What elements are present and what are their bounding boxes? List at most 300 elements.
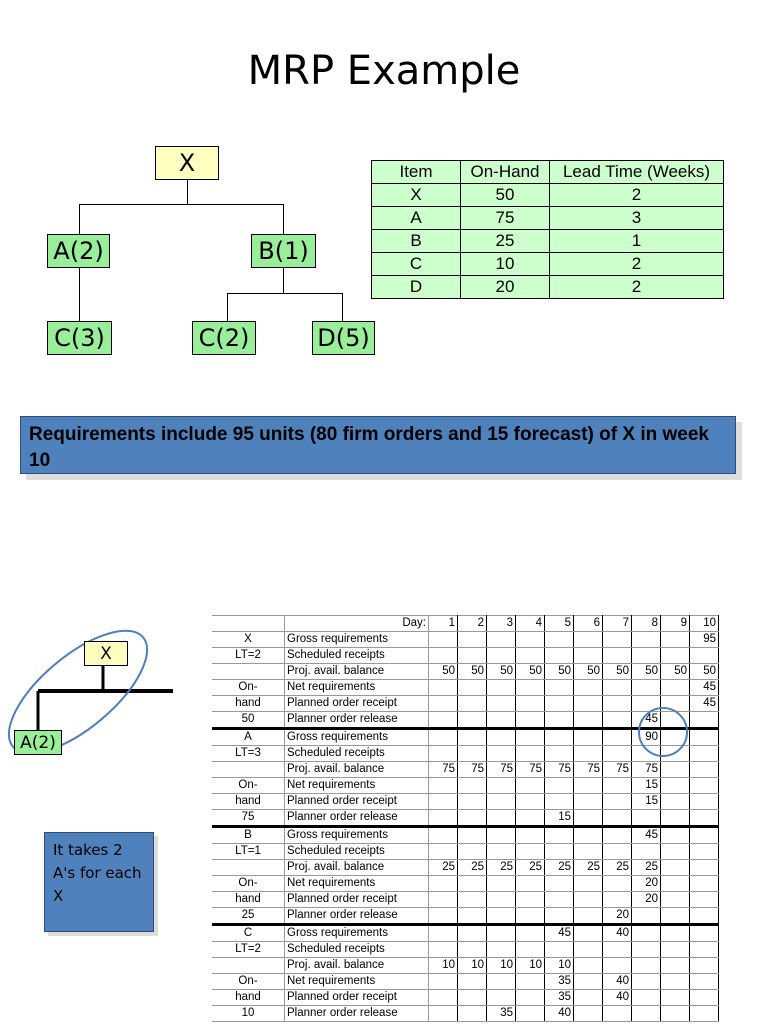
mrp-cell xyxy=(603,696,632,712)
mrp-cell xyxy=(516,746,545,762)
header-on-hand: On-Hand xyxy=(461,161,550,184)
mrp-cell xyxy=(632,844,661,860)
mrp-cell xyxy=(574,908,603,925)
mrp-day-header: 2 xyxy=(458,616,487,632)
mrp-day-header: 10 xyxy=(690,616,719,632)
mrp-cell: 40 xyxy=(603,974,632,990)
mrp-cell: 10 xyxy=(487,958,516,974)
mrp-cell: 75 xyxy=(458,762,487,778)
mrp-cell: 75 xyxy=(487,762,516,778)
mrp-cell xyxy=(574,844,603,860)
mrp-cell xyxy=(487,794,516,810)
mrp-cell xyxy=(574,648,603,664)
mrp-cell: 75 xyxy=(516,762,545,778)
mrp-cell xyxy=(574,712,603,729)
mrp-cell xyxy=(574,1006,603,1022)
mrp-cell xyxy=(458,908,487,925)
mrp-cell xyxy=(603,712,632,729)
mrp-cell xyxy=(516,1006,545,1022)
mrp-row-label: Gross requirements xyxy=(285,827,429,844)
mrp-cell xyxy=(603,810,632,827)
mrp-day-header: 9 xyxy=(661,616,690,632)
mrp-item-info: 25 xyxy=(212,908,285,925)
mrp-cell xyxy=(574,925,603,942)
mrp-cell xyxy=(545,778,574,794)
mrp-day-header: 5 xyxy=(545,616,574,632)
mrp-cell xyxy=(574,696,603,712)
mrp-row-label: Scheduled receipts xyxy=(285,942,429,958)
mrp-cell: 45 xyxy=(690,680,719,696)
mrp-cell xyxy=(574,778,603,794)
mrp-row-label: Planned order receipt xyxy=(285,794,429,810)
mrp-cell xyxy=(690,958,719,974)
tree-node-a2: A(2) xyxy=(47,234,110,268)
mrp-row-label: Proj. avail. balance xyxy=(285,762,429,778)
mrp-row xyxy=(212,762,719,778)
mrp-cell xyxy=(690,1006,719,1022)
mrp-cell xyxy=(458,794,487,810)
mrp-cell xyxy=(632,680,661,696)
mrp-cell xyxy=(429,712,458,729)
mrp-row-label: Net requirements xyxy=(285,680,429,696)
mrp-row xyxy=(212,844,719,860)
tree-node-x: X xyxy=(155,146,219,180)
mrp-cell: 25 xyxy=(516,860,545,876)
mrp-cell xyxy=(661,632,690,648)
mrp-row-label: Proj. avail. balance xyxy=(285,860,429,876)
inventory-row xyxy=(372,184,724,207)
mrp-cell xyxy=(487,632,516,648)
mrp-cell xyxy=(661,958,690,974)
tree-node-c3: C(3) xyxy=(47,321,112,355)
mrp-cell: 40 xyxy=(603,925,632,942)
mrp-cell xyxy=(458,827,487,844)
mrp-cell xyxy=(429,778,458,794)
mrp-day-header: 8 xyxy=(632,616,661,632)
mrp-cell xyxy=(487,712,516,729)
mrp-cell xyxy=(690,794,719,810)
mrp-cell xyxy=(516,990,545,1006)
mrp-cell xyxy=(458,844,487,860)
mrp-cell xyxy=(458,712,487,729)
mrp-row-label: Gross requirements xyxy=(285,632,429,648)
mrp-cell xyxy=(487,942,516,958)
mrp-cell xyxy=(516,876,545,892)
mrp-cell: 50 xyxy=(603,664,632,680)
mrp-cell: 95 xyxy=(690,632,719,648)
mrp-cell xyxy=(574,746,603,762)
mrp-cell xyxy=(574,958,603,974)
mrp-cell xyxy=(516,778,545,794)
mrp-cell xyxy=(690,942,719,958)
mrp-cell xyxy=(632,908,661,925)
mrp-cell: 15 xyxy=(632,794,661,810)
mrp-cell xyxy=(516,827,545,844)
mrp-cell: 15 xyxy=(545,810,574,827)
mrp-cell xyxy=(632,942,661,958)
mrp-item-info: hand xyxy=(212,696,285,712)
mrp-cell xyxy=(458,876,487,892)
mrp-cell xyxy=(458,729,487,746)
mrp-cell: 25 xyxy=(429,860,458,876)
mrp-cell: 35 xyxy=(545,990,574,1006)
mrp-cell xyxy=(661,778,690,794)
mrp-item-info: On- xyxy=(212,974,285,990)
mrp-item-info: 50 xyxy=(212,712,285,729)
mrp-cell: 10 xyxy=(516,958,545,974)
mrp-cell xyxy=(429,680,458,696)
mrp-cell xyxy=(603,876,632,892)
mrp-row xyxy=(212,860,719,876)
mrp-cell: 45 xyxy=(632,712,661,729)
inventory-cell: 2 xyxy=(550,276,724,299)
mrp-cell xyxy=(632,810,661,827)
mrp-row-label: Planner order release xyxy=(285,908,429,925)
mrp-cell: 25 xyxy=(545,860,574,876)
mrp-item-info: On- xyxy=(212,778,285,794)
mrp-cell xyxy=(690,762,719,778)
mrp-cell xyxy=(545,696,574,712)
mrp-cell xyxy=(487,746,516,762)
inventory-cell: 1 xyxy=(550,230,724,253)
mrp-cell xyxy=(545,729,574,746)
inventory-cell: 75 xyxy=(461,207,550,230)
mrp-cell xyxy=(574,827,603,844)
mrp-cell xyxy=(661,762,690,778)
mrp-row xyxy=(212,974,719,990)
mrp-cell xyxy=(690,990,719,1006)
mrp-cell xyxy=(516,810,545,827)
mrp-cell xyxy=(690,908,719,925)
mrp-day-header: 4 xyxy=(516,616,545,632)
mrp-cell xyxy=(429,892,458,908)
mrp-cell xyxy=(603,958,632,974)
mrp-row-label: Planned order receipt xyxy=(285,892,429,908)
mrp-cell xyxy=(690,974,719,990)
mrp-row-label: Proj. avail. balance xyxy=(285,664,429,680)
mrp-item-info: LT=2 xyxy=(212,648,285,664)
mrp-cell xyxy=(487,990,516,1006)
mrp-cell: 45 xyxy=(632,827,661,844)
mrp-cell xyxy=(545,908,574,925)
mrp-row-label: Net requirements xyxy=(285,876,429,892)
inventory-cell: 10 xyxy=(461,253,550,276)
mrp-day-header: 3 xyxy=(487,616,516,632)
mrp-cell xyxy=(487,648,516,664)
inventory-cell: D xyxy=(372,276,461,299)
mrp-cell xyxy=(661,990,690,1006)
mrp-row-label: Gross requirements xyxy=(285,925,429,942)
mrp-cell: 75 xyxy=(545,762,574,778)
mrp-cell xyxy=(429,729,458,746)
mrp-row xyxy=(212,664,719,680)
mrp-cell xyxy=(487,729,516,746)
mrp-cell xyxy=(516,729,545,746)
mrp-cell xyxy=(545,632,574,648)
mrp-cell xyxy=(429,746,458,762)
inventory-cell: 20 xyxy=(461,276,550,299)
mrp-cell xyxy=(458,1006,487,1022)
mrp-cell xyxy=(458,974,487,990)
inventory-row xyxy=(372,207,724,230)
mrp-item-info: 75 xyxy=(212,810,285,827)
mrp-row-label: Scheduled receipts xyxy=(285,746,429,762)
mrp-cell xyxy=(545,844,574,860)
mrp-cell xyxy=(574,876,603,892)
inventory-cell: X xyxy=(372,184,461,207)
mrp-cell xyxy=(661,974,690,990)
mrp-cell xyxy=(632,1006,661,1022)
mrp-row-label: Planned order receipt xyxy=(285,696,429,712)
mrp-cell: 20 xyxy=(632,876,661,892)
mrp-cell xyxy=(429,632,458,648)
mrp-cell xyxy=(661,794,690,810)
mrp-cell xyxy=(429,942,458,958)
mrp-cell xyxy=(545,876,574,892)
mrp-cell xyxy=(603,1006,632,1022)
mrp-cell: 25 xyxy=(487,860,516,876)
mrp-cell xyxy=(574,794,603,810)
requirements-callout: Requirements include 95 units (80 firm orders and 15 forecast) of X in week 10 xyxy=(20,416,736,474)
mrp-cell xyxy=(487,680,516,696)
mrp-day-header: 6 xyxy=(574,616,603,632)
inventory-row xyxy=(372,230,724,253)
mrp-item-info xyxy=(212,860,285,876)
mrp-cell xyxy=(661,908,690,925)
mrp-table xyxy=(212,615,719,1022)
mrp-cell: 50 xyxy=(545,664,574,680)
mrp-cell xyxy=(574,729,603,746)
inventory-header-row xyxy=(372,161,724,184)
mrp-item-info: On- xyxy=(212,680,285,696)
mrp-cell xyxy=(603,778,632,794)
mrp-cell xyxy=(690,844,719,860)
mrp-cell xyxy=(516,648,545,664)
mrp-cell xyxy=(429,810,458,827)
mrp-row xyxy=(212,810,719,827)
mrp-day-header: 7 xyxy=(603,616,632,632)
mrp-cell: 45 xyxy=(690,696,719,712)
mrp-cell xyxy=(545,942,574,958)
mrp-cell xyxy=(690,810,719,827)
mrp-cell xyxy=(429,925,458,942)
mrp-cell xyxy=(487,778,516,794)
inventory-table xyxy=(371,160,724,299)
mrp-cell: 75 xyxy=(574,762,603,778)
mrp-cell xyxy=(574,990,603,1006)
mrp-cell: 25 xyxy=(603,860,632,876)
mrp-cell: 40 xyxy=(545,1006,574,1022)
mrp-cell: 75 xyxy=(603,762,632,778)
mrp-cell xyxy=(516,942,545,958)
mrp-cell xyxy=(632,958,661,974)
mrp-row xyxy=(212,1006,719,1022)
mrp-row xyxy=(212,778,719,794)
mrp-cell xyxy=(603,648,632,664)
mrp-item-info: hand xyxy=(212,794,285,810)
mrp-item-info: hand xyxy=(212,892,285,908)
mrp-cell: 50 xyxy=(516,664,545,680)
mrp-cell xyxy=(487,810,516,827)
mrp-row xyxy=(212,648,719,664)
inventory-row xyxy=(372,276,724,299)
mrp-cell xyxy=(603,844,632,860)
mrp-cell xyxy=(545,680,574,696)
mrp-cell xyxy=(487,876,516,892)
mrp-cell xyxy=(516,925,545,942)
header-item: Item xyxy=(372,161,461,184)
inventory-cell: C xyxy=(372,253,461,276)
mrp-cell xyxy=(545,827,574,844)
mrp-row xyxy=(212,632,719,648)
mrp-cell: 90 xyxy=(632,729,661,746)
mrp-cell xyxy=(690,860,719,876)
mrp-cell: 50 xyxy=(574,664,603,680)
tree-node-b1: B(1) xyxy=(251,234,316,268)
mrp-cell xyxy=(632,990,661,1006)
mrp-cell xyxy=(516,680,545,696)
mrp-cell xyxy=(690,892,719,908)
mrp-item-info: hand xyxy=(212,990,285,1006)
mrp-cell xyxy=(661,892,690,908)
mrp-cell xyxy=(690,827,719,844)
mrp-cell xyxy=(603,942,632,958)
mrp-cell xyxy=(603,794,632,810)
mrp-cell xyxy=(487,844,516,860)
mrp-row-label: Planner order release xyxy=(285,712,429,729)
mrp-row-label: Scheduled receipts xyxy=(285,844,429,860)
mrp-cell: 50 xyxy=(487,664,516,680)
mrp-cell xyxy=(429,794,458,810)
mrp-cell: 50 xyxy=(632,664,661,680)
mrp-cell xyxy=(574,974,603,990)
mrp-cell xyxy=(458,680,487,696)
mrp-item-info: C xyxy=(212,925,285,942)
mrp-item-info: 10 xyxy=(212,1006,285,1022)
mrp-cell: 10 xyxy=(458,958,487,974)
mrp-cell xyxy=(516,794,545,810)
mrp-cell xyxy=(574,810,603,827)
mrp-cell: 75 xyxy=(632,762,661,778)
mrp-cell: 50 xyxy=(690,664,719,680)
mrp-cell xyxy=(574,680,603,696)
mrp-cell xyxy=(516,844,545,860)
mrp-cell xyxy=(487,696,516,712)
slide-title: MRP Example xyxy=(247,48,521,94)
inventory-cell: 50 xyxy=(461,184,550,207)
mrp-day-header: 1 xyxy=(429,616,458,632)
mrp-cell xyxy=(429,990,458,1006)
mrp-cell xyxy=(458,810,487,827)
mrp-item-info: A xyxy=(212,729,285,746)
mrp-row-label: Planner order release xyxy=(285,810,429,827)
mrp-cell xyxy=(545,794,574,810)
mrp-item-info: On- xyxy=(212,876,285,892)
mrp-item-info: B xyxy=(212,827,285,844)
mrp-cell xyxy=(458,696,487,712)
mrp-row xyxy=(212,990,719,1006)
mrp-cell xyxy=(516,974,545,990)
mrp-cell: 35 xyxy=(487,1006,516,1022)
note-box: It takes 2 A's for each X xyxy=(44,832,154,932)
mrp-cell xyxy=(458,892,487,908)
mrp-cell: 10 xyxy=(429,958,458,974)
mrp-cell: 50 xyxy=(458,664,487,680)
mrp-cell xyxy=(574,942,603,958)
mrp-item-info: LT=3 xyxy=(212,746,285,762)
mrp-header-blank xyxy=(212,616,285,632)
mrp-cell xyxy=(429,844,458,860)
inventory-cell: 25 xyxy=(461,230,550,253)
mrp-cell xyxy=(487,974,516,990)
mrp-cell xyxy=(661,827,690,844)
mrp-cell xyxy=(458,746,487,762)
mrp-row xyxy=(212,892,719,908)
mrp-row-label: Net requirements xyxy=(285,778,429,794)
mrp-cell xyxy=(429,908,458,925)
mrp-row xyxy=(212,958,719,974)
mrp-cell xyxy=(603,632,632,648)
mrp-cell: 25 xyxy=(458,860,487,876)
header-lead-time: Lead Time (Weeks) xyxy=(550,161,724,184)
mrp-row-label: Gross requirements xyxy=(285,729,429,746)
mini-node-x: X xyxy=(84,641,128,666)
inventory-cell: B xyxy=(372,230,461,253)
mrp-cell xyxy=(516,696,545,712)
week8-highlight-circle xyxy=(634,703,694,763)
mrp-row xyxy=(212,680,719,696)
mrp-cell xyxy=(429,974,458,990)
mrp-cell xyxy=(632,974,661,990)
mrp-cell: 25 xyxy=(574,860,603,876)
mrp-cell: 75 xyxy=(429,762,458,778)
mrp-day-label: Day: xyxy=(285,616,429,632)
mrp-cell xyxy=(661,876,690,892)
mrp-cell xyxy=(661,1006,690,1022)
mrp-cell xyxy=(458,632,487,648)
mrp-cell xyxy=(603,729,632,746)
mrp-item-info: LT=2 xyxy=(212,942,285,958)
mrp-cell xyxy=(458,778,487,794)
mrp-cell xyxy=(487,925,516,942)
mrp-cell: 20 xyxy=(632,892,661,908)
mrp-cell: 50 xyxy=(661,664,690,680)
mrp-cell xyxy=(661,648,690,664)
mrp-cell: 35 xyxy=(545,974,574,990)
mrp-row xyxy=(212,942,719,958)
mrp-cell xyxy=(429,648,458,664)
mrp-cell xyxy=(487,892,516,908)
mrp-cell xyxy=(632,648,661,664)
mrp-cell xyxy=(487,908,516,925)
mrp-cell xyxy=(429,696,458,712)
mrp-cell xyxy=(487,827,516,844)
mrp-row-label: Net requirements xyxy=(285,974,429,990)
mrp-cell xyxy=(603,827,632,844)
mrp-item-info: X xyxy=(212,632,285,648)
mrp-cell xyxy=(458,990,487,1006)
mrp-cell xyxy=(632,925,661,942)
mrp-header-row xyxy=(212,616,719,632)
mrp-cell xyxy=(545,746,574,762)
mrp-cell: 10 xyxy=(545,958,574,974)
mrp-cell: 25 xyxy=(632,860,661,876)
mrp-row xyxy=(212,908,719,925)
mrp-cell xyxy=(661,680,690,696)
mrp-cell xyxy=(661,860,690,876)
mrp-cell xyxy=(429,827,458,844)
mrp-row-label: Scheduled receipts xyxy=(285,648,429,664)
